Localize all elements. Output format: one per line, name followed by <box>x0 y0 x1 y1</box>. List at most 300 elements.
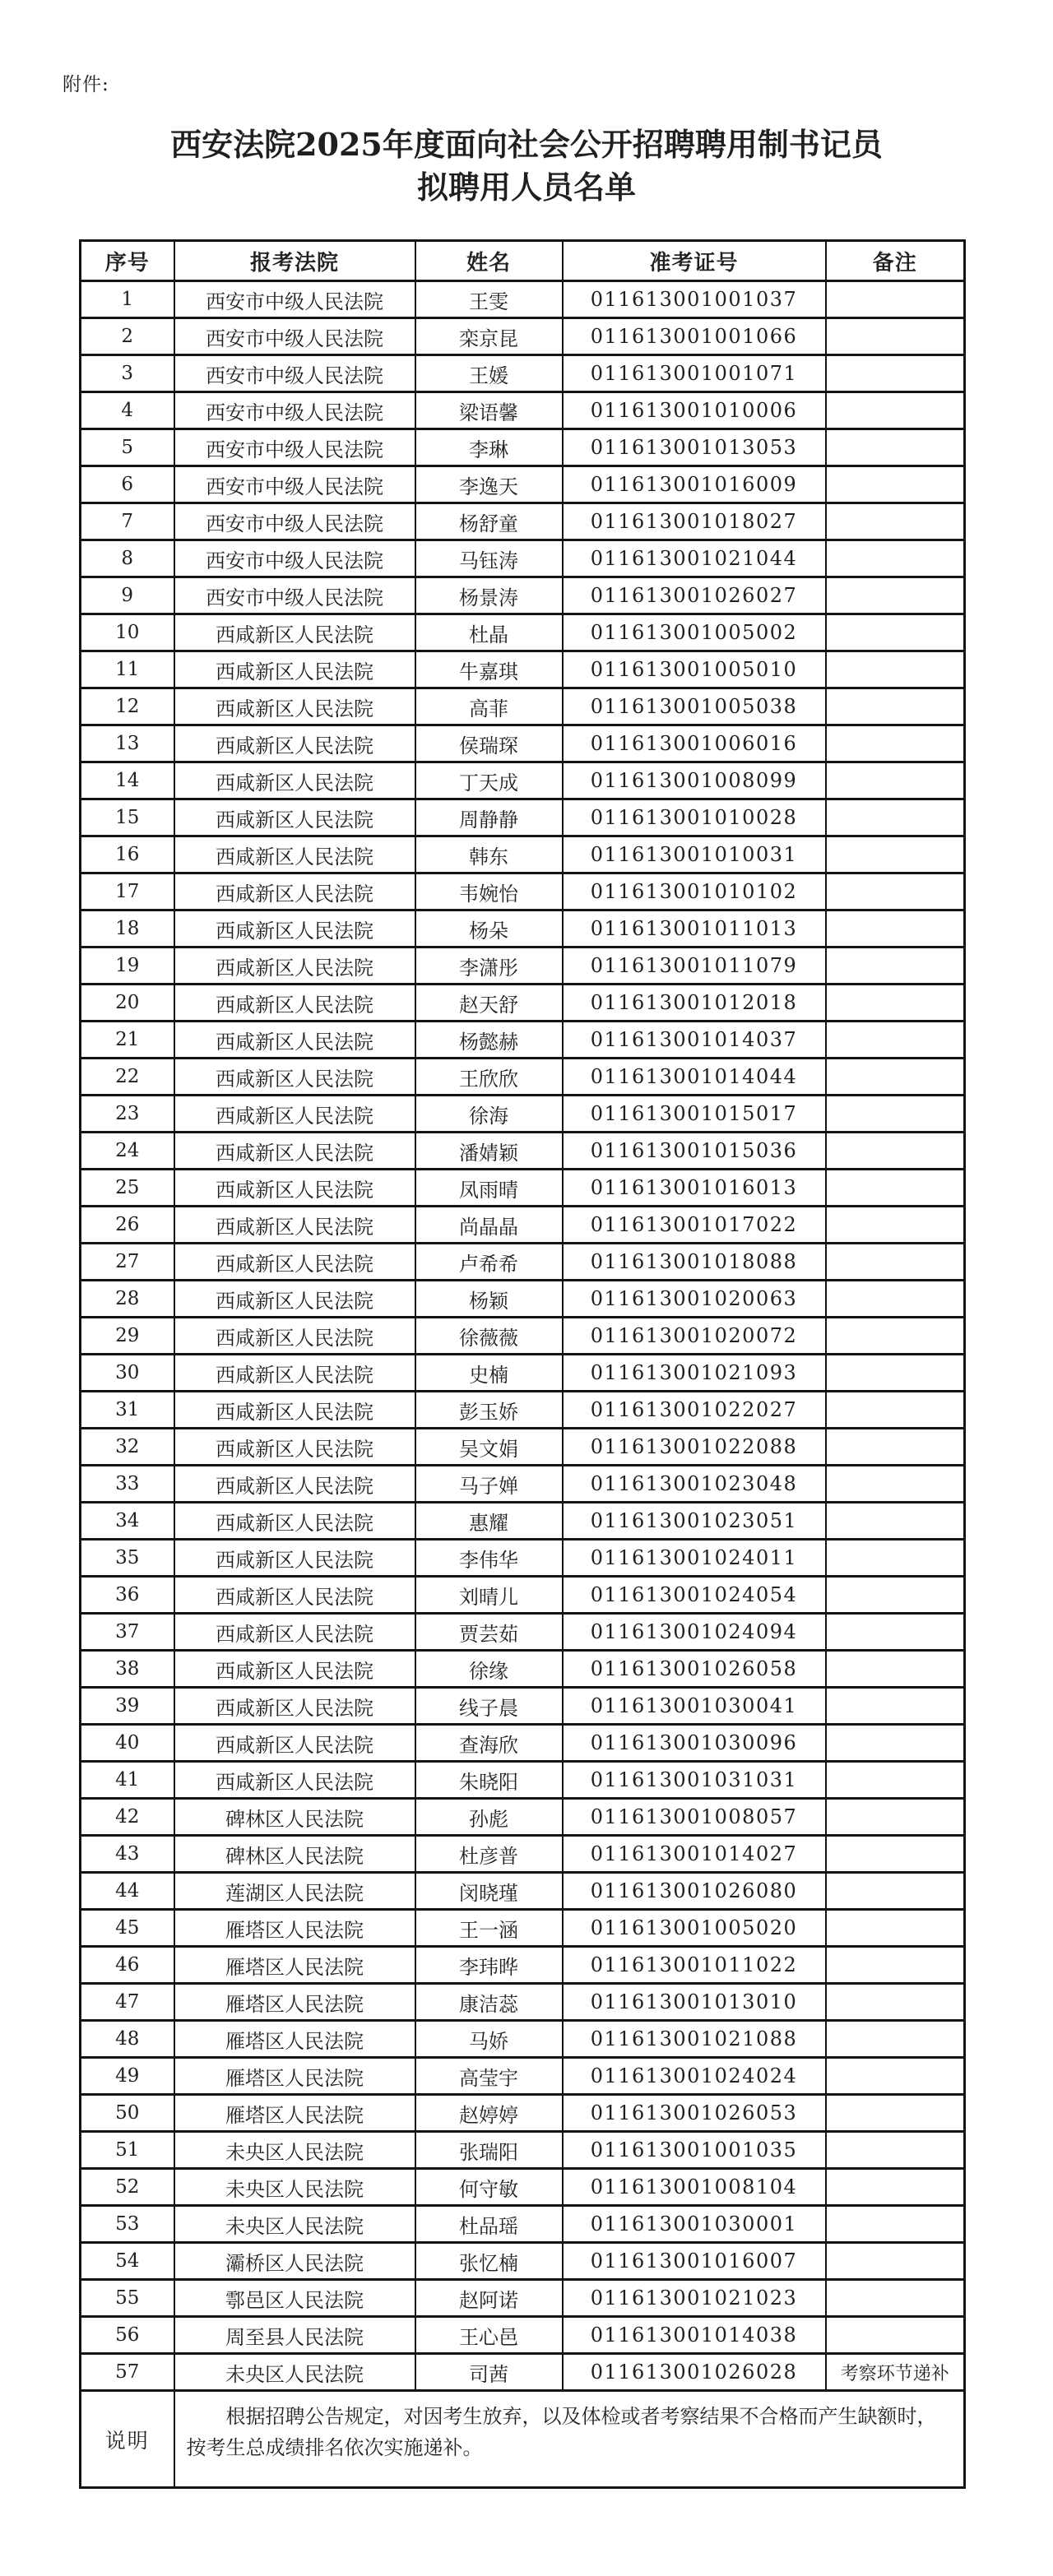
cell-no: 50 <box>81 2095 174 2132</box>
cell-name: 韩东 <box>415 836 563 873</box>
cell-court: 碑林区人民法院 <box>174 1799 415 1836</box>
cell-remark <box>826 1540 965 1577</box>
table-row <box>81 1836 965 1873</box>
table-row <box>81 355 965 392</box>
cell-court: 雁塔区人民法院 <box>174 2095 415 2132</box>
cell-no: 26 <box>81 1207 174 1244</box>
cell-no: 25 <box>81 1170 174 1207</box>
cell-no: 42 <box>81 1799 174 1836</box>
cell-ticket: 011613001018088 <box>563 1244 826 1281</box>
table-row <box>81 1466 965 1503</box>
cell-court: 西咸新区人民法院 <box>174 873 415 910</box>
cell-ticket: 011613001015036 <box>563 1133 826 1170</box>
cell-no: 2 <box>81 318 174 355</box>
cell-ticket: 011613001024094 <box>563 1614 826 1651</box>
cell-remark <box>826 688 965 725</box>
cell-ticket: 011613001026027 <box>563 577 826 614</box>
table-row <box>81 947 965 985</box>
cell-name: 王欣欣 <box>415 1059 563 1096</box>
document-title-line2: 拟聘用人员名单 <box>416 169 636 206</box>
cell-remark <box>826 1355 965 1392</box>
cell-court: 西咸新区人民法院 <box>174 1429 415 1466</box>
cell-no: 23 <box>81 1096 174 1133</box>
cell-remark: 考察环节递补 <box>826 2354 965 2391</box>
cell-remark <box>826 1947 965 1984</box>
cell-no: 49 <box>81 2058 174 2095</box>
cell-name: 赵阿诺 <box>415 2280 563 2317</box>
cell-ticket: 011613001011079 <box>563 947 826 985</box>
cell-no: 5 <box>81 429 174 466</box>
table-row <box>81 1725 965 1762</box>
cell-remark <box>826 1651 965 1688</box>
table-row <box>81 1947 965 1984</box>
cell-remark <box>826 2058 965 2095</box>
table-row <box>81 1799 965 1836</box>
cell-court: 西安市中级人民法院 <box>174 540 415 577</box>
cell-name: 李玮晔 <box>415 1947 563 1984</box>
cell-remark <box>826 1688 965 1725</box>
table-row <box>81 1355 965 1392</box>
cell-ticket: 011613001021023 <box>563 2280 826 2317</box>
cell-court: 未央区人民法院 <box>174 2206 415 2243</box>
cell-ticket: 011613001026053 <box>563 2095 826 2132</box>
cell-court: 西咸新区人民法院 <box>174 688 415 725</box>
cell-remark <box>826 947 965 985</box>
cell-court: 西咸新区人民法院 <box>174 947 415 985</box>
cell-no: 44 <box>81 1873 174 1910</box>
cell-court: 雁塔区人民法院 <box>174 1910 415 1947</box>
cell-court: 西咸新区人民法院 <box>174 1725 415 1762</box>
cell-court: 西咸新区人民法院 <box>174 1207 415 1244</box>
cell-remark <box>826 1614 965 1651</box>
cell-remark <box>826 503 965 540</box>
cell-name: 马钰涛 <box>415 540 563 577</box>
table-row <box>81 1022 965 1059</box>
cell-no: 6 <box>81 466 174 503</box>
cell-ticket: 011613001001066 <box>563 318 826 355</box>
cell-name: 杨景涛 <box>415 577 563 614</box>
cell-remark <box>826 392 965 429</box>
cell-remark <box>826 2169 965 2206</box>
cell-remark <box>826 2317 965 2354</box>
cell-no: 17 <box>81 873 174 910</box>
cell-remark <box>826 2132 965 2169</box>
cell-name: 杜品瑶 <box>415 2206 563 2243</box>
table-row <box>81 836 965 873</box>
cell-remark <box>826 1873 965 1910</box>
cell-no: 48 <box>81 2021 174 2058</box>
cell-court: 西安市中级人民法院 <box>174 355 415 392</box>
table-row <box>81 1688 965 1725</box>
cell-ticket: 011613001014027 <box>563 1836 826 1873</box>
table-row <box>81 1096 965 1133</box>
cell-remark <box>826 2243 965 2280</box>
cell-court: 西咸新区人民法院 <box>174 1762 415 1799</box>
cell-name: 尚晶晶 <box>415 1207 563 1244</box>
table-row <box>81 1577 965 1614</box>
candidate-table <box>79 239 966 2489</box>
table-row <box>81 799 965 836</box>
cell-ticket: 011613001016007 <box>563 2243 826 2280</box>
cell-no: 39 <box>81 1688 174 1725</box>
table-row <box>81 2132 965 2169</box>
cell-name: 康洁蕊 <box>415 1984 563 2021</box>
cell-court: 西咸新区人民法院 <box>174 1503 415 1540</box>
cell-remark <box>826 577 965 614</box>
cell-no: 51 <box>81 2132 174 2169</box>
cell-no: 30 <box>81 1355 174 1392</box>
cell-name: 张瑞阳 <box>415 2132 563 2169</box>
cell-ticket: 011613001020072 <box>563 1318 826 1355</box>
cell-ticket: 011613001013010 <box>563 1984 826 2021</box>
cell-no: 41 <box>81 1762 174 1799</box>
cell-remark <box>826 910 965 947</box>
cell-court: 西安市中级人民法院 <box>174 318 415 355</box>
cell-court: 西咸新区人民法院 <box>174 1577 415 1614</box>
cell-court: 西咸新区人民法院 <box>174 799 415 836</box>
cell-name: 司茜 <box>415 2354 563 2391</box>
table-row <box>81 1762 965 1799</box>
cell-court: 未央区人民法院 <box>174 2354 415 2391</box>
table-row <box>81 688 965 725</box>
table-row <box>81 1170 965 1207</box>
cell-no: 55 <box>81 2280 174 2317</box>
cell-no: 36 <box>81 1577 174 1614</box>
table-row <box>81 614 965 651</box>
cell-no: 52 <box>81 2169 174 2206</box>
table-row <box>81 873 965 910</box>
table-row <box>81 2021 965 2058</box>
cell-remark <box>826 1503 965 1540</box>
table-row <box>81 2169 965 2206</box>
cell-name: 韦婉怡 <box>415 873 563 910</box>
cell-remark <box>826 281 965 318</box>
cell-name: 牛嘉琪 <box>415 651 563 688</box>
cell-name: 凤雨晴 <box>415 1170 563 1207</box>
document-title <box>0 123 1053 210</box>
cell-ticket: 011613001008057 <box>563 1799 826 1836</box>
cell-ticket: 011613001021088 <box>563 2021 826 2058</box>
cell-remark <box>826 1799 965 1836</box>
cell-court: 雁塔区人民法院 <box>174 1984 415 2021</box>
cell-name: 梁语馨 <box>415 392 563 429</box>
cell-name: 何守敏 <box>415 2169 563 2206</box>
cell-remark <box>826 1059 965 1096</box>
cell-no: 31 <box>81 1392 174 1429</box>
cell-ticket: 011613001030041 <box>563 1688 826 1725</box>
table-row <box>81 1540 965 1577</box>
cell-ticket: 011613001001037 <box>563 281 826 318</box>
cell-court: 西安市中级人民法院 <box>174 281 415 318</box>
cell-remark <box>826 1244 965 1281</box>
cell-name: 高莹宇 <box>415 2058 563 2095</box>
cell-name: 李潇彤 <box>415 947 563 985</box>
cell-no: 29 <box>81 1318 174 1355</box>
table-row <box>81 1873 965 1910</box>
cell-no: 45 <box>81 1910 174 1947</box>
cell-court: 灞桥区人民法院 <box>174 2243 415 2280</box>
cell-no: 56 <box>81 2317 174 2354</box>
cell-name: 朱晓阳 <box>415 1762 563 1799</box>
cell-court: 西安市中级人民法院 <box>174 392 415 429</box>
cell-name: 周静静 <box>415 799 563 836</box>
cell-ticket: 011613001020063 <box>563 1281 826 1318</box>
cell-remark <box>826 1096 965 1133</box>
cell-court: 西咸新区人民法院 <box>174 1244 415 1281</box>
cell-name: 史楠 <box>415 1355 563 1392</box>
cell-name: 李琳 <box>415 429 563 466</box>
cell-name: 孙彪 <box>415 1799 563 1836</box>
cell-remark <box>826 985 965 1022</box>
cell-ticket: 011613001026080 <box>563 1873 826 1910</box>
cell-name: 杨朵 <box>415 910 563 947</box>
table-row <box>81 725 965 762</box>
cell-no: 1 <box>81 281 174 318</box>
cell-remark <box>826 836 965 873</box>
cell-ticket: 011613001014038 <box>563 2317 826 2354</box>
cell-name: 杨懿赫 <box>415 1022 563 1059</box>
cell-remark <box>826 614 965 651</box>
cell-name: 杜彦普 <box>415 1836 563 1873</box>
note-text: 根据招聘公告规定，对因考生放弃，以及体检或者考察结果不合格而产生缺额时，按考生总成绩排名依次实施递补。 <box>174 2391 965 2488</box>
table-row <box>81 2317 965 2354</box>
cell-remark <box>826 466 965 503</box>
cell-no: 9 <box>81 577 174 614</box>
cell-remark <box>826 2021 965 2058</box>
cell-ticket: 011613001005038 <box>563 688 826 725</box>
cell-remark <box>826 799 965 836</box>
table-row <box>81 281 965 318</box>
cell-ticket: 011613001001071 <box>563 355 826 392</box>
cell-ticket: 011613001026028 <box>563 2354 826 2391</box>
table-row <box>81 392 965 429</box>
cell-court: 西咸新区人民法院 <box>174 1688 415 1725</box>
cell-court: 西咸新区人民法院 <box>174 614 415 651</box>
cell-name: 查海欣 <box>415 1725 563 1762</box>
cell-name: 李伟华 <box>415 1540 563 1577</box>
cell-name: 王雯 <box>415 281 563 318</box>
cell-name: 徐薇薇 <box>415 1318 563 1355</box>
cell-court: 碑林区人民法院 <box>174 1836 415 1873</box>
table-row <box>81 1207 965 1244</box>
cell-remark <box>826 318 965 355</box>
table-row <box>81 651 965 688</box>
table-row <box>81 1651 965 1688</box>
cell-court: 西安市中级人民法院 <box>174 466 415 503</box>
cell-name: 徐海 <box>415 1096 563 1133</box>
cell-court: 周至县人民法院 <box>174 2317 415 2354</box>
cell-court: 未央区人民法院 <box>174 2132 415 2169</box>
table-row <box>81 540 965 577</box>
cell-no: 7 <box>81 503 174 540</box>
cell-ticket: 011613001017022 <box>563 1207 826 1244</box>
cell-no: 14 <box>81 762 174 799</box>
cell-remark <box>826 1281 965 1318</box>
cell-no: 18 <box>81 910 174 947</box>
cell-name: 栾京昆 <box>415 318 563 355</box>
cell-ticket: 011613001011013 <box>563 910 826 947</box>
cell-court: 西咸新区人民法院 <box>174 1540 415 1577</box>
table-row <box>81 503 965 540</box>
cell-ticket: 011613001010028 <box>563 799 826 836</box>
cell-remark <box>826 429 965 466</box>
cell-court: 未央区人民法院 <box>174 2169 415 2206</box>
table-row <box>81 2206 965 2243</box>
table-row <box>81 762 965 799</box>
cell-ticket: 011613001008104 <box>563 2169 826 2206</box>
cell-court: 西咸新区人民法院 <box>174 725 415 762</box>
cell-ticket: 011613001013053 <box>563 429 826 466</box>
cell-no: 12 <box>81 688 174 725</box>
cell-remark <box>826 651 965 688</box>
cell-remark <box>826 1170 965 1207</box>
table-row <box>81 2243 965 2280</box>
cell-no: 43 <box>81 1836 174 1873</box>
cell-no: 38 <box>81 1651 174 1688</box>
note-row <box>81 2391 965 2488</box>
cell-court: 西咸新区人民法院 <box>174 1466 415 1503</box>
cell-no: 54 <box>81 2243 174 2280</box>
cell-court: 莲湖区人民法院 <box>174 1873 415 1910</box>
cell-ticket: 011613001021044 <box>563 540 826 577</box>
attachment-label: 附件: <box>63 74 109 95</box>
cell-ticket: 011613001030001 <box>563 2206 826 2243</box>
cell-no: 3 <box>81 355 174 392</box>
header-remark: 备注 <box>826 241 965 281</box>
cell-remark <box>826 2095 965 2132</box>
cell-ticket: 011613001006016 <box>563 725 826 762</box>
cell-court: 鄠邑区人民法院 <box>174 2280 415 2317</box>
table-row <box>81 1392 965 1429</box>
cell-ticket: 011613001018027 <box>563 503 826 540</box>
table-row <box>81 1133 965 1170</box>
cell-no: 8 <box>81 540 174 577</box>
cell-ticket: 011613001014044 <box>563 1059 826 1096</box>
cell-name: 李逸天 <box>415 466 563 503</box>
cell-name: 王一涵 <box>415 1910 563 1947</box>
table-row <box>81 1614 965 1651</box>
cell-remark <box>826 1429 965 1466</box>
table-row <box>81 1244 965 1281</box>
cell-remark <box>826 1910 965 1947</box>
cell-ticket: 011613001008099 <box>563 762 826 799</box>
cell-ticket: 011613001015017 <box>563 1096 826 1133</box>
cell-court: 雁塔区人民法院 <box>174 2021 415 2058</box>
cell-ticket: 011613001011022 <box>563 1947 826 1984</box>
cell-ticket: 011613001016013 <box>563 1170 826 1207</box>
cell-remark <box>826 1725 965 1762</box>
cell-name: 惠耀 <box>415 1503 563 1540</box>
cell-court: 西安市中级人民法院 <box>174 577 415 614</box>
table-row <box>81 1910 965 1947</box>
cell-ticket: 011613001005020 <box>563 1910 826 1947</box>
cell-no: 53 <box>81 2206 174 2243</box>
cell-remark <box>826 873 965 910</box>
cell-no: 33 <box>81 1466 174 1503</box>
cell-ticket: 011613001010006 <box>563 392 826 429</box>
table-row <box>81 577 965 614</box>
table-row <box>81 985 965 1022</box>
cell-name: 马娇 <box>415 2021 563 2058</box>
header-name: 姓名 <box>415 241 563 281</box>
cell-court: 西咸新区人民法院 <box>174 762 415 799</box>
cell-name: 刘晴儿 <box>415 1577 563 1614</box>
cell-ticket: 011613001005010 <box>563 651 826 688</box>
table-row <box>81 318 965 355</box>
cell-no: 24 <box>81 1133 174 1170</box>
cell-name: 高菲 <box>415 688 563 725</box>
cell-name: 赵天舒 <box>415 985 563 1022</box>
cell-name: 潘婧颖 <box>415 1133 563 1170</box>
cell-court: 西咸新区人民法院 <box>174 1170 415 1207</box>
cell-name: 彭玉娇 <box>415 1392 563 1429</box>
cell-remark <box>826 540 965 577</box>
cell-name: 线子晨 <box>415 1688 563 1725</box>
cell-no: 40 <box>81 1725 174 1762</box>
cell-remark <box>826 725 965 762</box>
table-header-row <box>81 241 965 281</box>
cell-court: 西咸新区人民法院 <box>174 910 415 947</box>
cell-court: 西咸新区人民法院 <box>174 836 415 873</box>
cell-name: 徐缘 <box>415 1651 563 1688</box>
cell-court: 西咸新区人民法院 <box>174 1318 415 1355</box>
cell-no: 20 <box>81 985 174 1022</box>
cell-remark <box>826 1466 965 1503</box>
cell-ticket: 011613001022027 <box>563 1392 826 1429</box>
cell-court: 西咸新区人民法院 <box>174 1392 415 1429</box>
cell-remark <box>826 1318 965 1355</box>
cell-name: 张忆楠 <box>415 2243 563 2280</box>
cell-remark <box>826 1022 965 1059</box>
cell-name: 贾芸茹 <box>415 1614 563 1651</box>
header-court: 报考法院 <box>174 241 415 281</box>
table-row <box>81 466 965 503</box>
cell-name: 王媛 <box>415 355 563 392</box>
cell-name: 卢希希 <box>415 1244 563 1281</box>
cell-remark <box>826 355 965 392</box>
cell-ticket: 011613001030096 <box>563 1725 826 1762</box>
cell-ticket: 011613001026058 <box>563 1651 826 1688</box>
table-body <box>81 281 965 2391</box>
cell-name: 吴文娟 <box>415 1429 563 1466</box>
cell-court: 西咸新区人民法院 <box>174 1355 415 1392</box>
cell-name: 闵晓瑾 <box>415 1873 563 1910</box>
cell-remark <box>826 1836 965 1873</box>
cell-name: 侯瑞琛 <box>415 725 563 762</box>
cell-remark <box>826 762 965 799</box>
cell-no: 21 <box>81 1022 174 1059</box>
cell-remark <box>826 2280 965 2317</box>
cell-no: 37 <box>81 1614 174 1651</box>
cell-no: 34 <box>81 1503 174 1540</box>
cell-no: 15 <box>81 799 174 836</box>
cell-court: 西咸新区人民法院 <box>174 1096 415 1133</box>
cell-remark <box>826 1207 965 1244</box>
cell-ticket: 011613001012018 <box>563 985 826 1022</box>
cell-no: 57 <box>81 2354 174 2391</box>
cell-no: 27 <box>81 1244 174 1281</box>
cell-no: 46 <box>81 1947 174 1984</box>
cell-remark <box>826 1577 965 1614</box>
table-row <box>81 2280 965 2317</box>
header-no: 序号 <box>81 241 174 281</box>
table-row <box>81 429 965 466</box>
cell-ticket: 011613001023051 <box>563 1503 826 1540</box>
cell-ticket: 011613001014037 <box>563 1022 826 1059</box>
cell-remark <box>826 1133 965 1170</box>
note-label: 说明 <box>81 2391 174 2488</box>
table-row <box>81 910 965 947</box>
